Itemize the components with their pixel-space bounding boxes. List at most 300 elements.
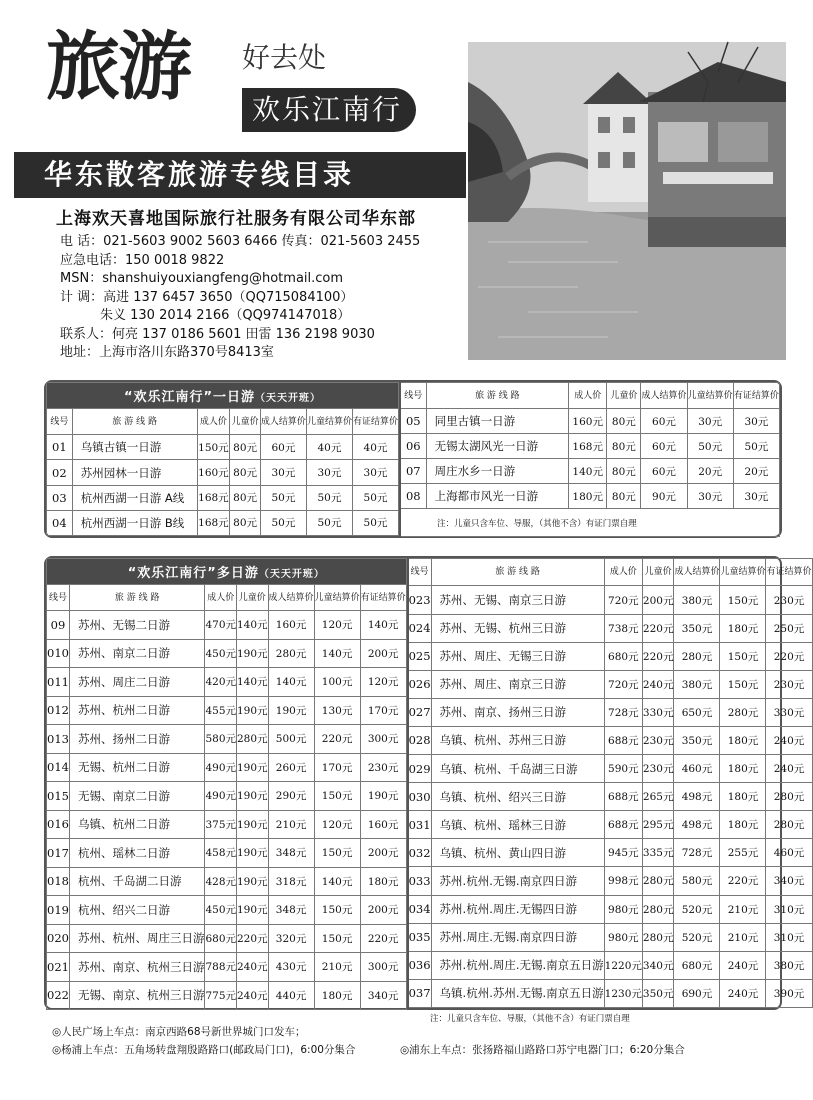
page-title: 旅游 bbox=[46, 24, 190, 110]
price-cell: 330元 bbox=[642, 698, 674, 726]
line-number: 017 bbox=[47, 839, 70, 868]
price-cell: 690元 bbox=[674, 979, 720, 1007]
multi-day-title: “欢乐江南行”多日游（天天开班） bbox=[47, 559, 407, 585]
price-cell: 200元 bbox=[360, 639, 406, 668]
table-row bbox=[47, 782, 407, 811]
price-cell: 210元 bbox=[268, 810, 314, 839]
price-cell: 180元 bbox=[720, 726, 766, 754]
price-cell: 590元 bbox=[604, 755, 642, 783]
price-cell: 180元 bbox=[720, 755, 766, 783]
price-cell: 280元 bbox=[766, 783, 812, 811]
table-row bbox=[400, 434, 780, 459]
line-number: 01 bbox=[47, 435, 73, 460]
price-cell: 150元 bbox=[720, 670, 766, 698]
line-number: 037 bbox=[408, 979, 431, 1007]
price-cell: 160元 bbox=[569, 409, 607, 434]
price-cell: 180元 bbox=[720, 783, 766, 811]
price-cell: 458元 bbox=[205, 839, 237, 868]
line-number: 024 bbox=[408, 614, 431, 642]
price-cell: 150元 bbox=[720, 586, 766, 614]
line-number: 010 bbox=[47, 639, 70, 668]
route-name: 苏州、周庄、南京三日游 bbox=[431, 670, 604, 698]
table-row bbox=[47, 981, 407, 1010]
one-day-note: 注：儿童只含车位、导服，（其他不含）有证门票自理 bbox=[400, 509, 780, 537]
route-name: 苏州、杭州、周庄三日游 bbox=[69, 924, 205, 953]
price-cell: 680元 bbox=[674, 951, 720, 979]
price-cell: 255元 bbox=[720, 839, 766, 867]
price-cell: 680元 bbox=[205, 924, 237, 953]
address-line: 地址：上海市洛川东路370号8413室 bbox=[60, 345, 274, 360]
route-name: 苏州、无锡、杭州三日游 bbox=[431, 614, 604, 642]
price-cell: 450元 bbox=[205, 896, 237, 925]
planner-line-1: 计 调：高进 137 6457 3650（QQ715084100） bbox=[60, 289, 354, 305]
page-subtitle: 好去处 bbox=[242, 41, 327, 74]
price-cell: 318元 bbox=[268, 867, 314, 896]
price-cell: 280元 bbox=[642, 867, 674, 895]
route-name: 上海都市风光一日游 bbox=[426, 484, 569, 509]
price-cell: 150元 bbox=[314, 782, 360, 811]
route-name: 杭州西湖一日游 B线 bbox=[72, 510, 197, 535]
table-header: 线号 旅 游 线 路 成人价 儿童价 成人结算价 儿童结算价 有证结算价 bbox=[400, 383, 780, 409]
price-cell: 220元 bbox=[766, 642, 812, 670]
price-cell: 738元 bbox=[604, 614, 642, 642]
line-number: 036 bbox=[408, 951, 431, 979]
route-name: 苏州、南京、杭州三日游 bbox=[69, 953, 205, 982]
line-number: 020 bbox=[47, 924, 70, 953]
route-name: 苏州.杭州.周庄.无锡四日游 bbox=[431, 895, 604, 923]
table-row bbox=[47, 460, 399, 485]
price-cell: 260元 bbox=[268, 753, 314, 782]
price-cell: 240元 bbox=[766, 726, 812, 754]
price-cell: 265元 bbox=[642, 783, 674, 811]
price-cell: 200元 bbox=[360, 896, 406, 925]
price-cell: 50元 bbox=[352, 485, 398, 510]
line-number: 029 bbox=[408, 755, 431, 783]
price-cell: 300元 bbox=[360, 725, 406, 754]
price-cell: 498元 bbox=[674, 811, 720, 839]
price-cell: 200元 bbox=[360, 839, 406, 868]
price-cell: 230元 bbox=[766, 670, 812, 698]
price-cell: 80元 bbox=[607, 459, 641, 484]
line-number: 018 bbox=[47, 867, 70, 896]
price-cell: 170元 bbox=[314, 753, 360, 782]
price-cell: 60元 bbox=[641, 459, 687, 484]
catalog-banner: 华东散客旅游专线目录 bbox=[14, 152, 466, 198]
price-cell: 190元 bbox=[237, 782, 269, 811]
price-cell: 150元 bbox=[720, 642, 766, 670]
line-number: 032 bbox=[408, 839, 431, 867]
price-cell: 30元 bbox=[733, 484, 779, 509]
price-cell: 520元 bbox=[674, 923, 720, 951]
price-cell: 280元 bbox=[642, 923, 674, 951]
table-row bbox=[47, 668, 407, 697]
price-cell: 90元 bbox=[641, 484, 687, 509]
table-row bbox=[47, 510, 399, 535]
price-cell: 210元 bbox=[720, 895, 766, 923]
line-number: 025 bbox=[408, 642, 431, 670]
table-row bbox=[47, 896, 407, 925]
pickup-pudong: ◎浦东上车点：张扬路福山路路口苏宁电器门口；6:20分集合 bbox=[400, 1044, 685, 1056]
route-name: 杭州、瑶林二日游 bbox=[69, 839, 205, 868]
multi-day-right bbox=[407, 558, 813, 1008]
price-cell: 200元 bbox=[642, 586, 674, 614]
line-number: 028 bbox=[408, 726, 431, 754]
price-cell: 230元 bbox=[642, 755, 674, 783]
price-cell: 120元 bbox=[314, 810, 360, 839]
line-number: 026 bbox=[408, 670, 431, 698]
table-row bbox=[408, 811, 812, 839]
line-number: 033 bbox=[408, 867, 431, 895]
msn-line: MSN：shanshuiyouxiangfeng@hotmail.com bbox=[60, 271, 344, 286]
price-cell: 170元 bbox=[360, 696, 406, 725]
table-row bbox=[408, 726, 812, 754]
price-cell: 1230元 bbox=[604, 979, 642, 1007]
price-cell: 320元 bbox=[268, 924, 314, 953]
table-row bbox=[408, 783, 812, 811]
table-header: 线号 旅 游 线 路 成人价 儿童价 成人结算价 儿童结算价 有证结算价 bbox=[47, 585, 407, 611]
price-cell: 428元 bbox=[205, 867, 237, 896]
price-cell: 350元 bbox=[674, 726, 720, 754]
price-cell: 420元 bbox=[205, 668, 237, 697]
price-cell: 140元 bbox=[314, 639, 360, 668]
price-cell: 80元 bbox=[607, 409, 641, 434]
line-number: 015 bbox=[47, 782, 70, 811]
price-cell: 280元 bbox=[642, 895, 674, 923]
price-cell: 580元 bbox=[674, 867, 720, 895]
price-cell: 50元 bbox=[733, 434, 779, 459]
route-name: 乌镇古镇一日游 bbox=[72, 435, 197, 460]
route-name: 杭州、绍兴二日游 bbox=[69, 896, 205, 925]
price-cell: 688元 bbox=[604, 726, 642, 754]
line-number: 012 bbox=[47, 696, 70, 725]
route-name: 乌镇、杭州、瑶林三日游 bbox=[431, 811, 604, 839]
price-cell: 490元 bbox=[205, 782, 237, 811]
route-name: 苏州、南京、扬州三日游 bbox=[431, 698, 604, 726]
price-cell: 688元 bbox=[604, 811, 642, 839]
price-cell: 120元 bbox=[360, 668, 406, 697]
price-cell: 220元 bbox=[720, 867, 766, 895]
price-cell: 490元 bbox=[205, 753, 237, 782]
price-cell: 60元 bbox=[641, 409, 687, 434]
price-cell: 180元 bbox=[720, 614, 766, 642]
price-cell: 240元 bbox=[237, 981, 269, 1010]
price-cell: 680元 bbox=[604, 642, 642, 670]
table-row bbox=[400, 484, 780, 509]
price-cell: 40元 bbox=[352, 435, 398, 460]
price-cell: 250元 bbox=[766, 614, 812, 642]
line-number: 013 bbox=[47, 725, 70, 754]
price-cell: 440元 bbox=[268, 981, 314, 1010]
line-number: 019 bbox=[47, 896, 70, 925]
price-cell: 168元 bbox=[569, 434, 607, 459]
price-cell: 50元 bbox=[306, 485, 352, 510]
price-cell: 30元 bbox=[687, 409, 733, 434]
table-row bbox=[408, 951, 812, 979]
table-header: 线号 旅 游 线 路 成人价 儿童价 成人结算价 儿童结算价 有证结算价 bbox=[47, 409, 399, 435]
price-cell: 50元 bbox=[260, 485, 306, 510]
price-cell: 210元 bbox=[720, 923, 766, 951]
table-row bbox=[408, 923, 812, 951]
price-cell: 190元 bbox=[237, 867, 269, 896]
table-row bbox=[47, 485, 399, 510]
route-name: 苏州、无锡、南京三日游 bbox=[431, 586, 604, 614]
line-number: 035 bbox=[408, 923, 431, 951]
table-row bbox=[408, 895, 812, 923]
price-cell: 728元 bbox=[604, 698, 642, 726]
price-cell: 140元 bbox=[237, 611, 269, 640]
price-cell: 140元 bbox=[268, 668, 314, 697]
contact-person: 联系人：何亮 137 0186 5601 田雷 136 2198 9030 bbox=[60, 326, 375, 342]
route-name: 乌镇、杭州、绍兴三日游 bbox=[431, 783, 604, 811]
line-number: 07 bbox=[400, 459, 426, 484]
price-cell: 80元 bbox=[230, 485, 261, 510]
line-number: 034 bbox=[408, 895, 431, 923]
line-number: 031 bbox=[408, 811, 431, 839]
price-cell: 390元 bbox=[766, 979, 812, 1007]
water-town-photo bbox=[468, 42, 786, 360]
table-row bbox=[47, 924, 407, 953]
route-name: 苏州.周庄.无锡.南京四日游 bbox=[431, 923, 604, 951]
route-name: 乌镇、杭州、苏州三日游 bbox=[431, 726, 604, 754]
table-row bbox=[47, 639, 407, 668]
price-cell: 190元 bbox=[237, 696, 269, 725]
price-cell: 348元 bbox=[268, 896, 314, 925]
price-cell: 450元 bbox=[205, 639, 237, 668]
price-cell: 80元 bbox=[230, 435, 261, 460]
price-cell: 728元 bbox=[674, 839, 720, 867]
price-cell: 240元 bbox=[720, 951, 766, 979]
table-row bbox=[47, 435, 399, 460]
price-cell: 230元 bbox=[766, 586, 812, 614]
route-name: 苏州、周庄、无锡三日游 bbox=[431, 642, 604, 670]
price-cell: 300元 bbox=[360, 953, 406, 982]
price-cell: 280元 bbox=[766, 811, 812, 839]
route-name: 乌镇、杭州、黄山四日游 bbox=[431, 839, 604, 867]
price-cell: 280元 bbox=[674, 642, 720, 670]
price-cell: 150元 bbox=[314, 839, 360, 868]
price-cell: 240元 bbox=[237, 953, 269, 982]
price-cell: 350元 bbox=[642, 979, 674, 1007]
line-number: 02 bbox=[47, 460, 73, 485]
table-row bbox=[47, 867, 407, 896]
line-number: 023 bbox=[408, 586, 431, 614]
route-name: 同里古镇一日游 bbox=[426, 409, 569, 434]
price-cell: 30元 bbox=[352, 460, 398, 485]
price-cell: 230元 bbox=[642, 726, 674, 754]
route-name: 苏州园林一日游 bbox=[72, 460, 197, 485]
route-name: 杭州、千岛湖二日游 bbox=[69, 867, 205, 896]
price-cell: 30元 bbox=[687, 484, 733, 509]
table-row bbox=[47, 839, 407, 868]
price-cell: 30元 bbox=[733, 409, 779, 434]
one-day-title: “欢乐江南行”一日游（天天开班） bbox=[47, 383, 399, 409]
price-cell: 60元 bbox=[260, 435, 306, 460]
price-cell: 30元 bbox=[260, 460, 306, 485]
route-name: 乌镇、杭州二日游 bbox=[69, 810, 205, 839]
price-cell: 380元 bbox=[674, 586, 720, 614]
line-number: 09 bbox=[47, 611, 70, 640]
price-cell: 688元 bbox=[604, 783, 642, 811]
price-cell: 20元 bbox=[733, 459, 779, 484]
price-cell: 230元 bbox=[360, 753, 406, 782]
price-cell: 50元 bbox=[260, 510, 306, 535]
price-cell: 180元 bbox=[720, 811, 766, 839]
price-cell: 120元 bbox=[314, 611, 360, 640]
price-cell: 280元 bbox=[720, 698, 766, 726]
table-row bbox=[408, 839, 812, 867]
route-name: 无锡、南京、杭州三日游 bbox=[69, 981, 205, 1010]
line-number: 016 bbox=[47, 810, 70, 839]
price-cell: 1220元 bbox=[604, 951, 642, 979]
line-number: 011 bbox=[47, 668, 70, 697]
line-number: 022 bbox=[47, 981, 70, 1010]
price-cell: 280元 bbox=[237, 725, 269, 754]
price-cell: 500元 bbox=[268, 725, 314, 754]
price-cell: 210元 bbox=[314, 953, 360, 982]
contact-info bbox=[60, 233, 420, 363]
route-name: 乌镇、杭州、千岛湖三日游 bbox=[431, 755, 604, 783]
price-cell: 60元 bbox=[641, 434, 687, 459]
price-cell: 650元 bbox=[674, 698, 720, 726]
line-number: 04 bbox=[47, 510, 73, 535]
table-row bbox=[408, 586, 812, 614]
price-cell: 160元 bbox=[360, 810, 406, 839]
route-name: 苏州、南京二日游 bbox=[69, 639, 205, 668]
price-cell: 455元 bbox=[205, 696, 237, 725]
route-name: 苏州、扬州二日游 bbox=[69, 725, 205, 754]
price-cell: 140元 bbox=[569, 459, 607, 484]
route-name: 苏州、周庄二日游 bbox=[69, 668, 205, 697]
price-cell: 520元 bbox=[674, 895, 720, 923]
table-row bbox=[47, 753, 407, 782]
one-day-left bbox=[46, 382, 399, 536]
price-cell: 580元 bbox=[205, 725, 237, 754]
price-cell: 335元 bbox=[642, 839, 674, 867]
table-row bbox=[408, 979, 812, 1007]
price-cell: 80元 bbox=[230, 460, 261, 485]
one-day-tours-table bbox=[44, 380, 782, 538]
price-cell: 140元 bbox=[237, 668, 269, 697]
table-row bbox=[408, 867, 812, 895]
price-cell: 190元 bbox=[237, 810, 269, 839]
price-cell: 280元 bbox=[268, 639, 314, 668]
price-cell: 788元 bbox=[205, 953, 237, 982]
price-cell: 775元 bbox=[205, 981, 237, 1010]
route-name: 乌镇.杭州.苏州.无锡.南京五日游 bbox=[431, 979, 604, 1007]
price-cell: 190元 bbox=[237, 753, 269, 782]
price-cell: 20元 bbox=[687, 459, 733, 484]
price-cell: 140元 bbox=[360, 611, 406, 640]
price-cell: 180元 bbox=[569, 484, 607, 509]
price-cell: 470元 bbox=[205, 611, 237, 640]
price-cell: 460元 bbox=[766, 839, 812, 867]
price-cell: 100元 bbox=[314, 668, 360, 697]
table-header: 线号 旅 游 线 路 成人价 儿童价 成人结算价 儿童结算价 有证结算价 bbox=[408, 559, 812, 586]
price-cell: 720元 bbox=[604, 586, 642, 614]
table-row bbox=[408, 614, 812, 642]
price-cell: 130元 bbox=[314, 696, 360, 725]
price-cell: 150元 bbox=[314, 924, 360, 953]
emergency-phone: 应急电话：150 0018 9822 bbox=[60, 252, 225, 268]
multi-day-note: 注：儿童只含车位、导服，（其他不含）有证门票自理 bbox=[430, 1014, 630, 1024]
line-number: 027 bbox=[408, 698, 431, 726]
price-cell: 190元 bbox=[268, 696, 314, 725]
price-cell: 160元 bbox=[197, 460, 230, 485]
company-name: 上海欢天喜地国际旅行社服务有限公司华东部 bbox=[56, 209, 416, 229]
price-cell: 180元 bbox=[360, 867, 406, 896]
price-cell: 220元 bbox=[314, 725, 360, 754]
price-cell: 375元 bbox=[205, 810, 237, 839]
price-cell: 190元 bbox=[237, 839, 269, 868]
price-cell: 340元 bbox=[766, 867, 812, 895]
table-row bbox=[47, 611, 407, 640]
price-cell: 50元 bbox=[687, 434, 733, 459]
price-cell: 460元 bbox=[674, 755, 720, 783]
route-name: 无锡、南京二日游 bbox=[69, 782, 205, 811]
pickup-yangpu: ◎杨浦上车点：五角场转盘翔殷路路口(邮政局门口)，6:00分集合 bbox=[52, 1044, 356, 1056]
line-number: 014 bbox=[47, 753, 70, 782]
price-cell: 350元 bbox=[674, 614, 720, 642]
table-row bbox=[400, 459, 780, 484]
slogan-pill: 欢乐江南行 bbox=[242, 88, 416, 132]
price-cell: 380元 bbox=[674, 670, 720, 698]
price-cell: 80元 bbox=[230, 510, 261, 535]
route-name: 无锡、杭州二日游 bbox=[69, 753, 205, 782]
table-row bbox=[400, 409, 780, 434]
price-cell: 310元 bbox=[766, 923, 812, 951]
price-cell: 180元 bbox=[314, 981, 360, 1010]
price-cell: 50元 bbox=[306, 510, 352, 535]
one-day-right bbox=[399, 382, 780, 537]
price-cell: 240元 bbox=[642, 670, 674, 698]
price-cell: 220元 bbox=[237, 924, 269, 953]
price-cell: 945元 bbox=[604, 839, 642, 867]
price-cell: 340元 bbox=[642, 951, 674, 979]
price-cell: 50元 bbox=[352, 510, 398, 535]
price-cell: 168元 bbox=[197, 510, 230, 535]
price-cell: 80元 bbox=[607, 434, 641, 459]
route-name: 苏州.杭州.无锡.南京四日游 bbox=[431, 867, 604, 895]
price-cell: 190元 bbox=[237, 896, 269, 925]
multi-day-tours-table bbox=[44, 556, 812, 1010]
price-cell: 168元 bbox=[197, 485, 230, 510]
line-number: 08 bbox=[400, 484, 426, 509]
price-cell: 150元 bbox=[197, 435, 230, 460]
price-cell: 240元 bbox=[720, 979, 766, 1007]
price-cell: 295元 bbox=[642, 811, 674, 839]
price-cell: 980元 bbox=[604, 895, 642, 923]
line-number: 03 bbox=[47, 485, 73, 510]
price-cell: 160元 bbox=[268, 611, 314, 640]
price-cell: 220元 bbox=[360, 924, 406, 953]
price-cell: 380元 bbox=[766, 951, 812, 979]
multi-day-left bbox=[46, 558, 407, 1010]
price-cell: 140元 bbox=[314, 867, 360, 896]
price-cell: 220元 bbox=[642, 642, 674, 670]
price-cell: 220元 bbox=[642, 614, 674, 642]
price-cell: 150元 bbox=[314, 896, 360, 925]
price-cell: 998元 bbox=[604, 867, 642, 895]
price-cell: 310元 bbox=[766, 895, 812, 923]
price-cell: 348元 bbox=[268, 839, 314, 868]
table-row bbox=[47, 725, 407, 754]
route-name: 无锡太湖风光一日游 bbox=[426, 434, 569, 459]
table-row bbox=[47, 696, 407, 725]
price-cell: 720元 bbox=[604, 670, 642, 698]
route-name: 周庄水乡一日游 bbox=[426, 459, 569, 484]
price-cell: 40元 bbox=[306, 435, 352, 460]
table-row bbox=[408, 698, 812, 726]
